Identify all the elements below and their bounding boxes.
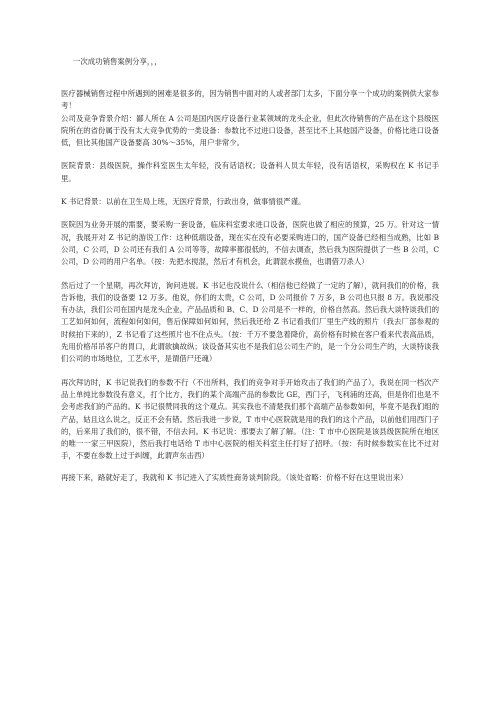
paragraph-procurement: 医院因为业务开展的需要，要采购一套设备，临床科室要求进口设备，医院也做了相应的预算，25 万。针对这一情况，我展开对 Z 书记的游说工作：这种低端设备，现在实在没有必要采购进口的，国产设备已经相当成熟，比如 B 公司，C 公司，D 公司还有我们 A 公司等等，故障率都很低的，不信去调查，然后我为医院提供了一些 B 公司，C 公司，D 公司的用户名单。（按：先把水搅混，然后才有机会，此谓混水摸鱼，也谓借刀杀人） — [61, 220, 439, 267]
paragraph-hospital-background: 医院背景：县级医院，操作科室医生太年轻，没有话语权；设备科人员太年轻，没有话语权，采购权在 K 书记手里。 — [61, 161, 439, 183]
spacer — [61, 463, 439, 472]
paragraph-company-background: 公司及竞争背景介绍：鄙人所在 A 公司是国内医疗设备行业某领域的龙头企业，但此次待销售的产品在这个县级医院所在的省份属于没有太大竞争优势的一类设备：参数比不过进口设备，甚至比不上其他国产设备，价格比进口设备低，但比其他国产设备要高 30%～35%，用户非常少。 — [61, 113, 439, 148]
paragraph-intro: 医疗器械销售过程中所遇到的困难是很多的，因为销售中面对的人或者部门太多，下面分享一个成功的案例供大家参考！ — [61, 89, 439, 111]
document-title: 一次成功销售案例分享，，， — [73, 57, 162, 66]
paragraph-k-background: K 书记背景：以前在卫生局上班，无医疗背景，行政出身，做事情很严谨。 — [61, 197, 306, 207]
spacer — [61, 269, 439, 280]
spacer — [61, 67, 439, 88]
spacer — [61, 149, 439, 160]
spacer — [61, 366, 439, 377]
spacer — [61, 185, 439, 196]
paragraph-second-visit: 然后过了一个星期，再次拜访，询问进展。K 书记也没说什么（相信他已经做了一定的了解），就问我们的价格，我告诉他，我们的设备要 12 万多。他说，你们的太贵，C 公司，D 公司报价 7 万多，B 公司也只报 8 万。我说那没有办法，我们公司在国内是龙头企业，产品品质和 B、C、D 公司是不一样的，价格自然高。然后我大谈特谈我们的工艺如何如何，流程如何如何，售后保障如何如何，然后我还给 Z 书记看我们厂里生产线的照片（我去厂部参观的时候拍下来的），Z 书记看了这些照片也不住点头。（按：千万不要急着降价，高价格有时候在客户看来代表高品质，先用价格吊吊客户的胃口，此谓欲擒故纵；谈设备其实也不是我们总公司生产的，是一个分公司生产的，大谈特谈我们公司的市场地位，工艺水平，是谓借尸还魂） — [61, 280, 439, 364]
document-page — [61, 56, 439, 484]
spacer — [61, 208, 439, 219]
paragraph-third-visit: 再次拜访时，K 书记说我们的参数不行（不出所料，我们的竞争对手开始攻击了我们的产品了），我说在同一档次产品上单纯比参数没有意义，打个比方，我们的某个高端产品的参数比 GE，西门子，飞利浦的还高，但是你们也是不会考虑我们的产品的。K 书记很赞同我的这个观点。其实我也不清楚我们那个高端产品参数如何，毕竟不是我们组的产品，姑且这么说之，反正不会有错。然后我进一步说，T 市中心医院就是用的我们的这个产品，以前他们用西门子的，后来用了我们的，很不错，不信去问。K 书记说：那要去了解了解。（注：T 市中心医院是该县级医院所在地区的唯一一家三甲医院），然后我打电话给 T 市中心医院的相关科室主任打好了招呼。（按：有时候参数实在比不过对手，不要在参数上过于纠缠，此谓声东击西） — [61, 377, 439, 461]
paragraph-conclusion: 再接下来，路就好走了，我就和 K 书记进入了实质性商务谈判阶段。（该处省略：价格不好在这里说出来） — [61, 472, 408, 482]
